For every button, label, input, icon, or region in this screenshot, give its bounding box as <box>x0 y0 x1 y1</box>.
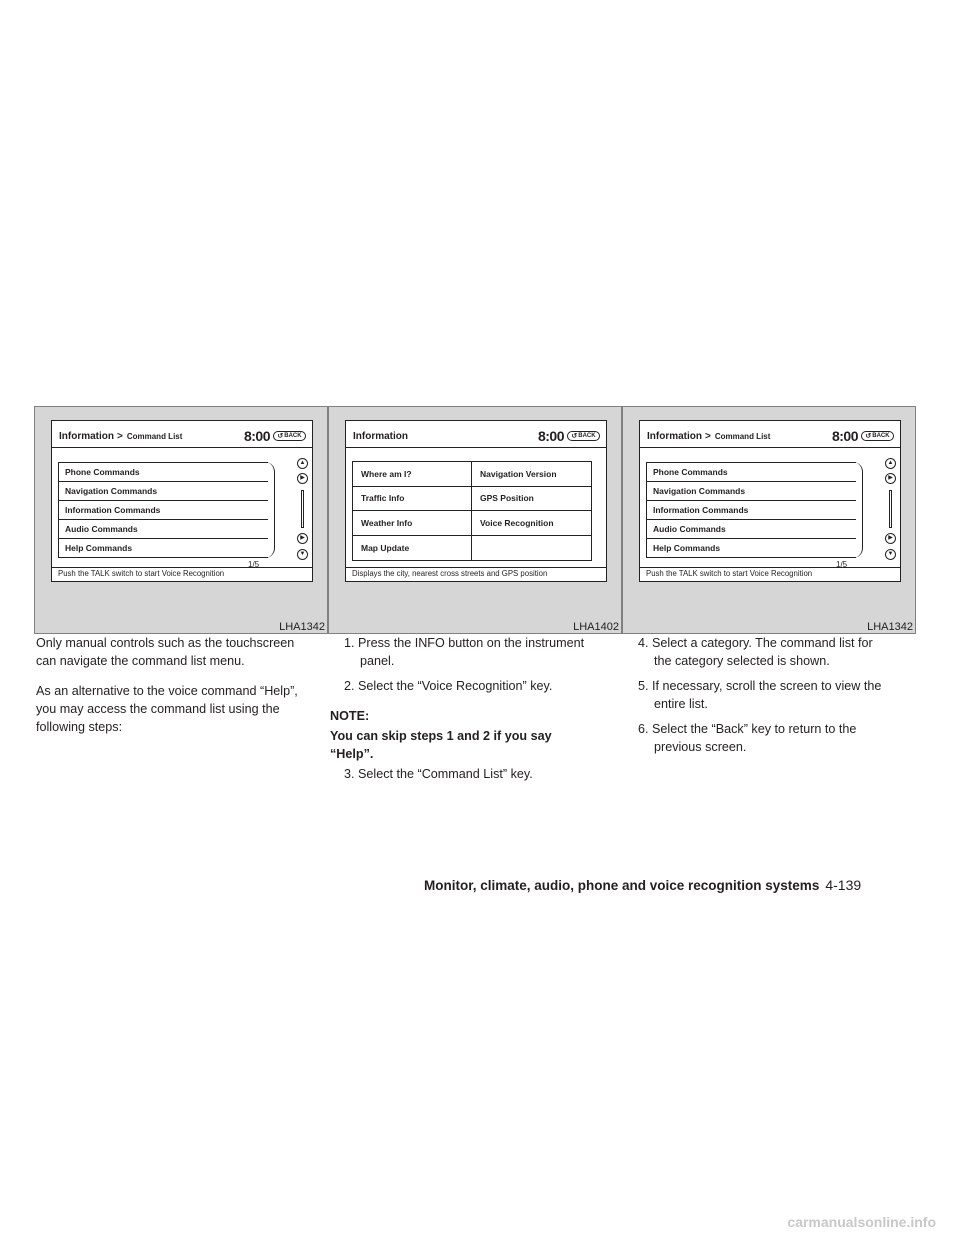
scroll-track <box>889 490 892 528</box>
back-arrow-icon: ↺ <box>865 433 872 440</box>
page-footer <box>424 877 861 893</box>
section-title: Monitor, climate, audio, phone and voice recognition systems <box>424 878 820 893</box>
list-item: Navigation Commands <box>647 482 856 501</box>
screen-header <box>59 428 306 444</box>
note-body: You can skip steps 1 and 2 if you say “Help”. <box>330 729 552 761</box>
list-item: Information Commands <box>647 501 856 520</box>
step-6: 6. Select the “Back” key to return to the previous screen. <box>638 722 857 754</box>
screen <box>345 420 607 582</box>
status-message: Push the TALK switch to start Voice Recognition <box>640 567 900 581</box>
back-button <box>273 431 306 441</box>
list-item: Help Commands <box>65 543 133 553</box>
scroll-track <box>301 490 304 528</box>
list-item: Audio Commands <box>647 520 856 539</box>
figure-information <box>328 406 622 634</box>
back-arrow-icon: ↺ <box>277 433 284 440</box>
step-5: 5. If necessary, scroll the screen to view the entire list. <box>638 679 882 711</box>
breadcrumb-separator: > <box>705 430 711 442</box>
back-label: BACK <box>284 433 302 439</box>
menu-item-traffic-info: Traffic Info <box>353 487 472 512</box>
scroll-bottom-icon: ▼ <box>885 549 896 560</box>
step-3: 3. Select the “Command List” key. <box>344 767 533 781</box>
list-item: Navigation Commands <box>59 482 268 501</box>
figure-label: LHA1342 <box>279 621 325 633</box>
text-column-2 <box>330 634 598 790</box>
scroll-up-icon: ▶ <box>885 473 896 484</box>
paragraph-alternative: As an alternative to the voice command “Help”, you may access the command list using the following steps: <box>36 684 298 734</box>
menu-item-navigation-version: Navigation Version <box>472 462 591 487</box>
scroll-bottom-icon: ▼ <box>297 549 308 560</box>
scrollbar <box>884 458 898 560</box>
screen-title: Information <box>59 430 114 442</box>
step-1: 1. Press the INFO button on the instrument panel. <box>344 636 585 668</box>
menu-item-voice-recognition: Voice Recognition <box>472 511 591 536</box>
page-indicator: 1/5 <box>248 560 260 569</box>
list-item: Phone Commands <box>647 463 856 482</box>
list-curve <box>264 462 275 558</box>
back-label: BACK <box>578 433 596 439</box>
figure-label: LHA1402 <box>573 621 619 633</box>
menu-item-gps-position: GPS Position <box>472 487 591 512</box>
status-message: Displays the city, nearest cross streets and GPS position <box>346 567 606 581</box>
header-divider <box>640 447 900 448</box>
scrollbar <box>296 458 310 560</box>
menu-item-where-am-i: Where am I? <box>353 462 472 487</box>
figure-command-list-1 <box>34 406 328 634</box>
list-curve <box>852 462 863 558</box>
scroll-top-icon: ▲ <box>885 458 896 469</box>
clock: 8:00 <box>537 428 564 444</box>
text-column-3 <box>624 634 892 763</box>
list-item: Phone Commands <box>59 463 268 482</box>
screen-header <box>647 428 894 444</box>
menu-item-weather-info: Weather Info <box>353 511 472 536</box>
screen-subtitle: Command List <box>126 431 183 441</box>
figure-command-list-2 <box>622 406 916 634</box>
menu-item-map-update: Map Update <box>353 536 472 561</box>
list-item: Information Commands <box>59 501 268 520</box>
clock: 8:00 <box>831 428 858 444</box>
header-divider <box>346 447 606 448</box>
page-indicator: 1/5 <box>836 560 848 569</box>
command-list <box>646 462 856 558</box>
clock: 8:00 <box>243 428 270 444</box>
list-item: Audio Commands <box>59 520 268 539</box>
back-button <box>861 431 894 441</box>
breadcrumb-separator: > <box>117 430 123 442</box>
screen <box>639 420 901 582</box>
text-column-1 <box>36 634 304 748</box>
step-4: 4. Select a category. The command list for the category selected is shown. <box>638 636 873 668</box>
figure-label: LHA1342 <box>867 621 913 633</box>
screen-subtitle: Command List <box>714 431 771 441</box>
status-message: Push the TALK switch to start Voice Recognition <box>52 567 312 581</box>
menu-item-empty <box>472 536 591 561</box>
scroll-down-icon: ▶ <box>297 533 308 544</box>
back-button <box>567 431 600 441</box>
screen-title: Information <box>647 430 702 442</box>
back-arrow-icon: ↺ <box>571 433 578 440</box>
header-divider <box>52 447 312 448</box>
scroll-top-icon: ▲ <box>297 458 308 469</box>
step-2: 2. Select the “Voice Recognition” key. <box>344 679 553 693</box>
screen-header <box>353 428 600 444</box>
watermark: carmanualsonline.info <box>787 1214 936 1230</box>
note-heading: NOTE: <box>330 709 370 723</box>
screen-title: Information <box>353 430 408 442</box>
scroll-up-icon: ▶ <box>297 473 308 484</box>
screen <box>51 420 313 582</box>
page-number: 4-139 <box>825 877 862 893</box>
menu-grid <box>352 461 592 561</box>
command-list <box>58 462 268 558</box>
scroll-down-icon: ▶ <box>885 533 896 544</box>
list-item: Help Commands <box>653 543 721 553</box>
back-label: BACK <box>872 433 890 439</box>
paragraph-intro: Only manual controls such as the touchscreen can navigate the command list menu. <box>36 636 295 668</box>
